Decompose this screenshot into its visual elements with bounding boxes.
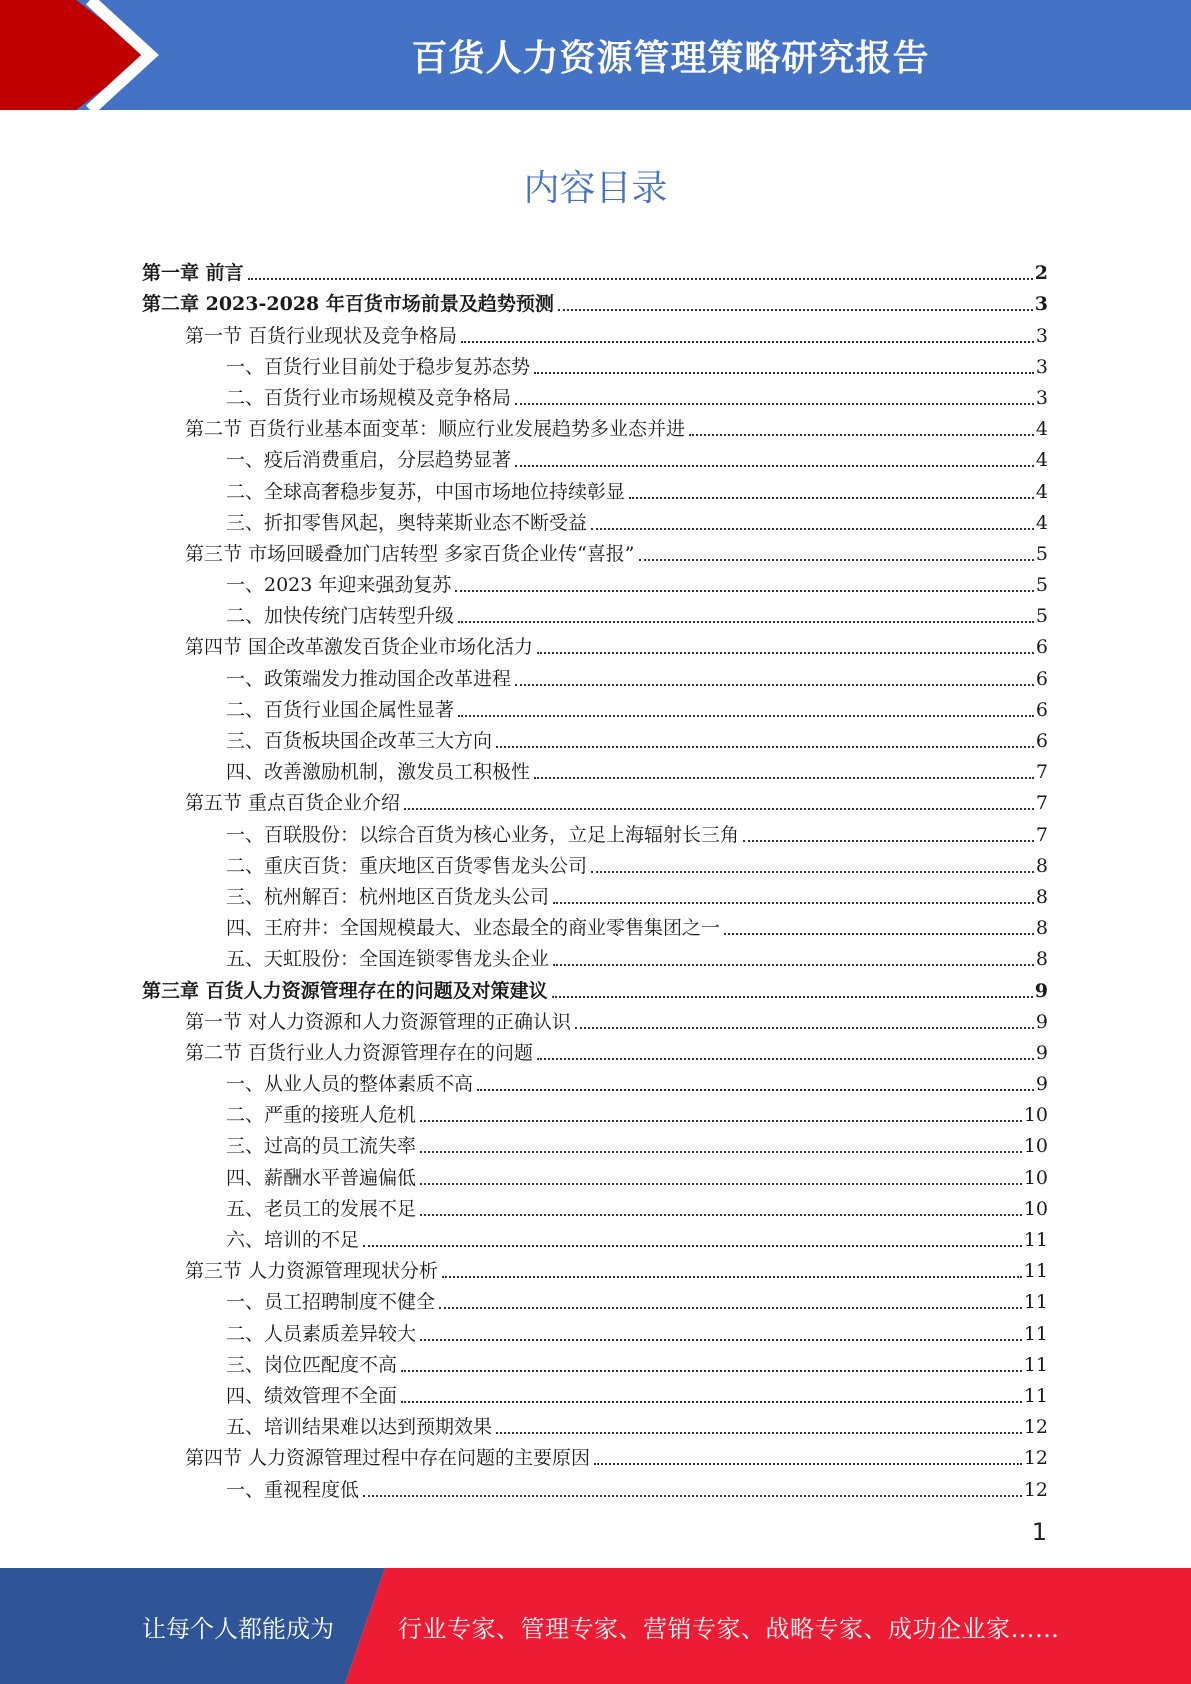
toc-entry[interactable] <box>142 691 1048 722</box>
toc-entry[interactable] <box>142 1221 1048 1252</box>
toc-entry-text: 第五节 重点百货企业介绍 <box>185 792 401 815</box>
toc-entry[interactable] <box>142 316 1048 347</box>
toc-entry-page: 12 <box>1023 1447 1048 1470</box>
toc-entry-text: 四、改善激励机制，激发员工积极性 <box>226 761 531 784</box>
toc-dot-leader <box>594 1463 1022 1465</box>
toc-entry[interactable] <box>142 348 1048 379</box>
toc-entry-text: 五、天虹股份：全国连锁零售龙头企业 <box>226 948 550 971</box>
toc-dot-leader <box>477 1089 1034 1091</box>
toc-dot-leader <box>743 840 1034 842</box>
toc-entry-page: 10 <box>1023 1166 1048 1189</box>
toc-dot-leader <box>248 278 1033 280</box>
toc-dot-leader <box>420 1339 1022 1341</box>
toc-entry[interactable] <box>142 1065 1048 1096</box>
toc-entry-text: 二、全球高奢稳步复苏，中国市场地位持续彰显 <box>226 480 626 503</box>
toc-entry[interactable] <box>142 753 1048 784</box>
toc-entry-page: 5 <box>1035 574 1048 597</box>
toc-entry-text: 二、严重的接班人危机 <box>226 1104 417 1127</box>
toc-entry-page: 12 <box>1023 1416 1048 1439</box>
toc-dot-leader <box>552 996 1033 998</box>
toc-entry-page: 5 <box>1035 542 1048 565</box>
toc-entry-text: 三、百货板块国企改革三大方向 <box>226 730 493 752</box>
toc-entry-text: 二、百货行业市场规模及竞争格局 <box>226 386 512 409</box>
toc-entry[interactable] <box>142 909 1048 940</box>
toc-entry-text: 二、加快传统门店转型升级 <box>226 605 455 628</box>
toc-dot-leader <box>629 497 1034 499</box>
toc-entry[interactable] <box>142 784 1048 815</box>
toc-entry[interactable] <box>142 878 1048 909</box>
page-header <box>0 0 1191 110</box>
toc-entry-text: 四、薪酬水平普遍偏低 <box>226 1166 417 1189</box>
toc-entry-page: 9 <box>1035 1010 1048 1033</box>
toc-entry-text: 第三节 人力资源管理现状分析 <box>185 1260 439 1283</box>
toc-dot-leader <box>537 652 1034 654</box>
toc-entry-text: 二、百货行业国企属性显著 <box>226 698 455 721</box>
toc-entry[interactable] <box>142 1034 1048 1065</box>
toc-entry[interactable] <box>142 815 1048 846</box>
toc-dot-leader <box>404 808 1034 810</box>
toc-entry[interactable] <box>142 441 1048 472</box>
toc-dot-leader <box>575 1027 1034 1029</box>
toc-dot-leader <box>363 1495 1022 1497</box>
toc-entry-text: 六、培训的不足 <box>226 1229 360 1251</box>
toc-entry[interactable] <box>142 628 1048 659</box>
toc-dot-leader <box>515 403 1034 405</box>
toc-entry[interactable] <box>142 1377 1048 1408</box>
toc-dot-leader <box>420 1214 1022 1216</box>
toc-entry-page: 8 <box>1035 917 1048 940</box>
toc-dot-leader <box>689 434 1034 436</box>
toc-entry-text: 一、重视程度低 <box>226 1478 360 1501</box>
report-title: 百货人力资源管理策略研究报告 <box>411 37 930 79</box>
toc-dot-leader <box>461 341 1034 343</box>
toc-entry-text: 一、政策端发力推动国企改革进程 <box>226 667 512 690</box>
toc-entry-page: 10 <box>1023 1197 1048 1220</box>
toc-entry[interactable] <box>142 254 1048 285</box>
toc-dot-leader <box>496 746 1034 748</box>
toc-entry-text: 第二节 百货行业人力资源管理存在的问题 <box>185 1041 534 1064</box>
toc-dot-leader <box>458 715 1034 717</box>
toc-entry[interactable] <box>142 659 1048 690</box>
toc-entry[interactable] <box>142 566 1048 597</box>
table-of-contents <box>142 254 1048 1502</box>
toc-entry[interactable] <box>142 847 1048 878</box>
toc-dot-leader <box>439 1307 1022 1309</box>
toc-entry-page: 6 <box>1035 698 1048 721</box>
toc-entry-page: 3 <box>1035 355 1048 378</box>
toc-entry-text: 二、人员素质差异较大 <box>226 1322 417 1345</box>
toc-entry[interactable] <box>142 1408 1048 1439</box>
toc-dot-leader <box>455 590 1034 592</box>
toc-entry-page: 6 <box>1035 667 1048 690</box>
toc-entry-page: 3 <box>1034 293 1048 316</box>
toc-dot-leader <box>591 871 1034 873</box>
page-footer <box>0 1568 1191 1684</box>
toc-entry[interactable] <box>142 379 1048 410</box>
toc-entry-page: 4 <box>1035 511 1048 534</box>
toc-dot-leader <box>537 1058 1034 1060</box>
toc-dot-leader <box>496 1432 1022 1434</box>
toc-entry-text: 第四节 人力资源管理过程中存在问题的主要原因 <box>185 1447 591 1470</box>
toc-entry-page: 9 <box>1035 1041 1048 1064</box>
toc-entry-text: 一、百货行业目前处于稳步复苏态势 <box>226 355 531 378</box>
toc-dot-leader <box>363 1245 1022 1247</box>
toc-entry[interactable] <box>142 597 1048 628</box>
toc-entry-text: 一、疫后消费重启，分层趋势显著 <box>226 449 512 472</box>
toc-entry-page: 10 <box>1023 1104 1048 1127</box>
toc-entry-text: 五、培训结果难以达到预期效果 <box>226 1416 493 1439</box>
toc-entry-page: 6 <box>1035 636 1048 659</box>
toc-entry-page: 10 <box>1023 1135 1048 1158</box>
toc-entry[interactable] <box>142 410 1048 441</box>
toc-entry-text: 第二节 百货行业基本面变革：顺应行业发展趋势多业态并进 <box>185 418 686 441</box>
toc-dot-leader <box>639 559 1034 561</box>
toc-dot-leader <box>420 1151 1022 1153</box>
toc-dot-leader <box>442 1276 1022 1278</box>
toc-entry-page: 11 <box>1023 1229 1048 1251</box>
toc-entry-page: 5 <box>1035 605 1048 628</box>
toc-entry[interactable] <box>142 1346 1048 1377</box>
toc-title: 内容目录 <box>523 168 668 209</box>
toc-entry-page: 11 <box>1023 1260 1048 1283</box>
toc-dot-leader <box>534 372 1034 374</box>
toc-entry-text: 三、杭州解百：杭州地区百货龙头公司 <box>226 885 550 908</box>
page-number: 1 <box>1031 1518 1047 1546</box>
toc-entry-text: 五、老员工的发展不足 <box>226 1197 417 1220</box>
toc-entry-text: 第一节 对人力资源和人力资源管理的正确认识 <box>185 1010 572 1033</box>
toc-dot-leader <box>420 1183 1022 1185</box>
toc-entry-page: 8 <box>1035 854 1048 877</box>
toc-dot-leader <box>591 528 1034 530</box>
toc-entry-page: 2 <box>1034 262 1048 285</box>
toc-entry-page: 11 <box>1023 1322 1048 1345</box>
toc-dot-leader <box>553 902 1034 904</box>
toc-entry[interactable] <box>142 1283 1048 1314</box>
toc-entry-text: 四、王府井：全国规模最大、业态最全的商业零售集团之一 <box>226 917 721 940</box>
toc-dot-leader <box>724 933 1034 935</box>
toc-entry[interactable] <box>142 722 1048 753</box>
toc-entry[interactable] <box>142 1252 1048 1283</box>
footer-slogan-right: 行业专家、管理专家、营销专家、战略专家、成功企业家…… <box>398 1614 1060 1643</box>
toc-entry[interactable] <box>142 1096 1048 1127</box>
toc-dot-leader <box>553 964 1034 966</box>
toc-entry-text: 第一节 百货行业现状及竞争格局 <box>185 324 458 347</box>
toc-entry-page: 9 <box>1034 979 1048 1002</box>
toc-entry[interactable] <box>142 1314 1048 1345</box>
toc-entry-page: 4 <box>1035 449 1048 472</box>
toc-entry-page: 11 <box>1023 1384 1048 1407</box>
toc-entry-page: 8 <box>1035 885 1048 908</box>
toc-entry-page: 3 <box>1035 324 1048 347</box>
toc-dot-leader <box>534 777 1034 779</box>
toc-entry-page: 7 <box>1035 761 1048 784</box>
toc-entry-page: 7 <box>1035 823 1048 846</box>
toc-entry-page: 11 <box>1023 1291 1048 1314</box>
toc-entry-page: 11 <box>1023 1353 1048 1376</box>
toc-entry[interactable] <box>142 504 1048 535</box>
toc-entry[interactable] <box>142 1003 1048 1034</box>
toc-entry-text: 三、折扣零售风起，奥特莱斯业态不断受益 <box>226 511 588 534</box>
toc-entry[interactable] <box>142 1190 1048 1221</box>
toc-entry-page: 4 <box>1035 418 1048 441</box>
toc-dot-leader <box>420 1120 1022 1122</box>
toc-entry-text: 一、2023 年迎来强劲复苏 <box>226 574 452 597</box>
toc-entry-page: 7 <box>1035 792 1048 815</box>
toc-entry-text: 第二章 2023-2028 年百货市场前景及趋势预测 <box>142 293 554 316</box>
toc-dot-leader <box>401 1370 1022 1372</box>
toc-entry[interactable] <box>142 1470 1048 1501</box>
toc-entry-text: 二、重庆百货：重庆地区百货零售龙头公司 <box>226 854 588 877</box>
toc-entry[interactable] <box>142 1439 1048 1470</box>
toc-entry-page: 4 <box>1035 480 1048 503</box>
toc-entry-text: 三、过高的员工流失率 <box>226 1135 417 1158</box>
toc-entry-page: 6 <box>1035 730 1048 752</box>
footer-slogan-left: 让每个人都能成为 <box>142 1614 334 1643</box>
toc-entry-page: 9 <box>1035 1073 1048 1096</box>
toc-entry[interactable] <box>142 1127 1048 1158</box>
toc-entry[interactable] <box>142 940 1048 971</box>
toc-entry-text: 一、员工招聘制度不健全 <box>226 1291 436 1314</box>
toc-entry-text: 第四节 国企改革激发百货企业市场化活力 <box>185 636 534 659</box>
toc-entry-text: 四、绩效管理不全面 <box>226 1384 398 1407</box>
toc-entry-page: 8 <box>1035 948 1048 971</box>
toc-entry-text: 一、从业人员的整体素质不高 <box>226 1073 474 1096</box>
toc-dot-leader <box>515 684 1034 686</box>
toc-entry[interactable] <box>142 472 1048 503</box>
toc-dot-leader <box>458 621 1034 623</box>
toc-entry[interactable] <box>142 535 1048 566</box>
toc-entry-text: 第三节 市场回暖叠加门店转型 多家百货企业传“喜报” <box>185 542 635 565</box>
toc-entry-text: 一、百联股份：以综合百货为核心业务，立足上海辐射长三角 <box>226 823 740 846</box>
toc-entry[interactable] <box>142 285 1048 316</box>
toc-entry-page: 3 <box>1035 386 1048 409</box>
toc-entry[interactable] <box>142 1158 1048 1189</box>
toc-dot-leader <box>558 309 1033 311</box>
toc-entry-text: 三、岗位匹配度不高 <box>226 1353 398 1376</box>
toc-entry-page: 12 <box>1023 1478 1048 1501</box>
toc-entry[interactable] <box>142 971 1048 1002</box>
toc-dot-leader <box>401 1401 1022 1403</box>
toc-entry-text: 第一章 前言 <box>142 262 244 285</box>
toc-dot-leader <box>515 465 1034 467</box>
toc-entry-text: 第三章 百货人力资源管理存在的问题及对策建议 <box>142 979 548 1002</box>
